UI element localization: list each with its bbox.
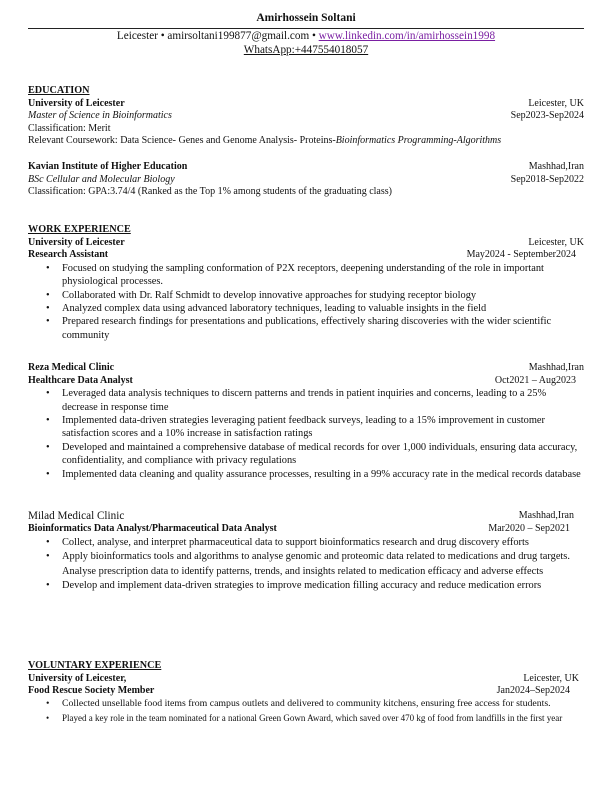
- job-entry-3: [28, 509, 584, 594]
- job-org: Milad Medical Clinic: [28, 510, 125, 522]
- job-dates: Oct2021 – Aug2023: [494, 374, 576, 386]
- job-location: Leicester, UK: [528, 236, 584, 248]
- education-location: Leicester, UK: [528, 97, 584, 109]
- job-dates: May2024 - September2024: [466, 249, 576, 261]
- education-entry-2: [28, 161, 584, 199]
- job-bullets: [28, 262, 584, 342]
- education-dates: Sep2023-Sep2024: [510, 110, 584, 122]
- job-dates: Mar2020 – Sep2021: [488, 523, 570, 534]
- job-entry-2: [28, 362, 584, 481]
- list-item: • Implemented data-driven strategies leveraging patient feedback surveys, leading to a 15% improvement in customer satisfaction scores and a 10% increase in satisfaction ratings: [28, 414, 584, 441]
- list-item: • Develop and implement data-driven strategies to improve medication filling accuracy and reduce medication errors: [28, 579, 572, 594]
- list-item: • Prepared research findings for presentations and publications, effectively sharing discoveries with the wider scientific community: [28, 315, 584, 342]
- job-title: Bioinformatics Data Analyst/Pharmaceutical Data Analyst: [28, 523, 277, 534]
- list-item: • Developed and maintained a comprehensive database of medical records for over 1,000 individuals, ensuring data accuracy, confidentiality, and compliance with privacy regulations: [28, 441, 584, 468]
- education-section: [28, 85, 584, 148]
- job-location: Mashhad,Iran: [518, 510, 574, 521]
- voluntary-title: Food Rescue Society Member: [28, 685, 155, 697]
- voluntary-bullets: [28, 698, 584, 724]
- job-bullets: [28, 536, 584, 594]
- coursework-text: Relevant Coursework: Data Science- Genes and Genome Analysis- Proteins-: [28, 135, 336, 147]
- job-location: Mashhad,Iran: [528, 362, 584, 373]
- list-item: • Focused on studying the sampling conformation of P2X receptors, deepening understanding of the role in important physiological processes.: [28, 262, 584, 289]
- voluntary-location: Leicester, UK: [523, 672, 579, 684]
- education-degree: BSc Cellular and Molecular Biology: [28, 173, 175, 185]
- contact-line: [0, 29, 612, 43]
- voluntary-heading: VOLUNTARY EXPERIENCE: [28, 660, 162, 671]
- voluntary-org: University of Leicester,: [28, 672, 127, 684]
- job-org: Reza Medical Clinic: [28, 362, 115, 373]
- education-degree: Master of Science in Bioinformatics: [28, 110, 172, 122]
- education-classification: Classification: Merit: [28, 122, 111, 134]
- job-bullets: [28, 387, 584, 481]
- job-title: Healthcare Data Analyst: [28, 374, 133, 386]
- voluntary-dates: Jan2024–Sep2024: [496, 685, 570, 697]
- phone-link[interactable]: WhatsApp:+447554018057: [243, 44, 369, 56]
- education-location: Mashhad,Iran: [528, 161, 584, 172]
- list-item: • Collect, analyse, and interpret pharmaceutical data to support bioinformatics research and drug discovery efforts: [28, 536, 572, 551]
- voluntary-section: [28, 660, 584, 724]
- list-item: • Leveraged data analysis techniques to discern patterns and trends in patient inquiries and concerns, leading to a 25% decrease in response time: [28, 387, 584, 414]
- contact-text: Leicester • amirsoltani199877@gmail.com •: [116, 30, 319, 42]
- work-section: [28, 224, 584, 342]
- education-school: Kavian Institute of Higher Education: [28, 161, 188, 172]
- work-heading: WORK EXPERIENCE: [28, 224, 131, 235]
- candidate-name: Amirhossein Soltani: [256, 12, 356, 24]
- education-school: University of Leicester: [28, 97, 125, 109]
- list-item: • Played a key role in the team nominated for a national Green Gown Award, which saved over 470 kg of food from landfills in the first year: [28, 712, 572, 724]
- list-item: • Apply bioinformatics tools and algorithms to analyse genomic and proteomic data related to medications and drug targets. Analyse prescription data to identify patterns, trends, and insights related to medication efficacy and adverse effects: [28, 550, 572, 579]
- coursework-italic: Bioinformatics Programming-Algorithms: [335, 135, 502, 147]
- contact-block: [0, 29, 612, 57]
- education-heading: EDUCATION: [28, 85, 90, 96]
- linkedin-link[interactable]: www.linkedin.com/in/amirhossein1998: [318, 30, 496, 42]
- list-item: • Analyzed complex data using advanced laboratory techniques, leading to valuable insights in the field: [28, 302, 584, 315]
- list-item: • Implemented data cleaning and quality assurance processes, resulting in a 99% accuracy rate in the medical records database: [28, 468, 584, 481]
- education-coursework: [28, 135, 584, 148]
- job-title: Research Assistant: [28, 249, 109, 261]
- education-dates: Sep2018-Sep2022: [510, 173, 584, 185]
- education-classification: Classification: GPA:3.74/4 (Ranked as the Top 1% among students of the graduating class): [28, 186, 392, 198]
- list-item: • Collaborated with Dr. Ralf Schmidt to develop innovative approaches for studying receptor biology: [28, 289, 584, 302]
- list-item: • Collected unsellable food items from campus outlets and delivered to community kitchens, ensuring free access for students.: [28, 698, 572, 710]
- job-org: University of Leicester: [28, 236, 125, 248]
